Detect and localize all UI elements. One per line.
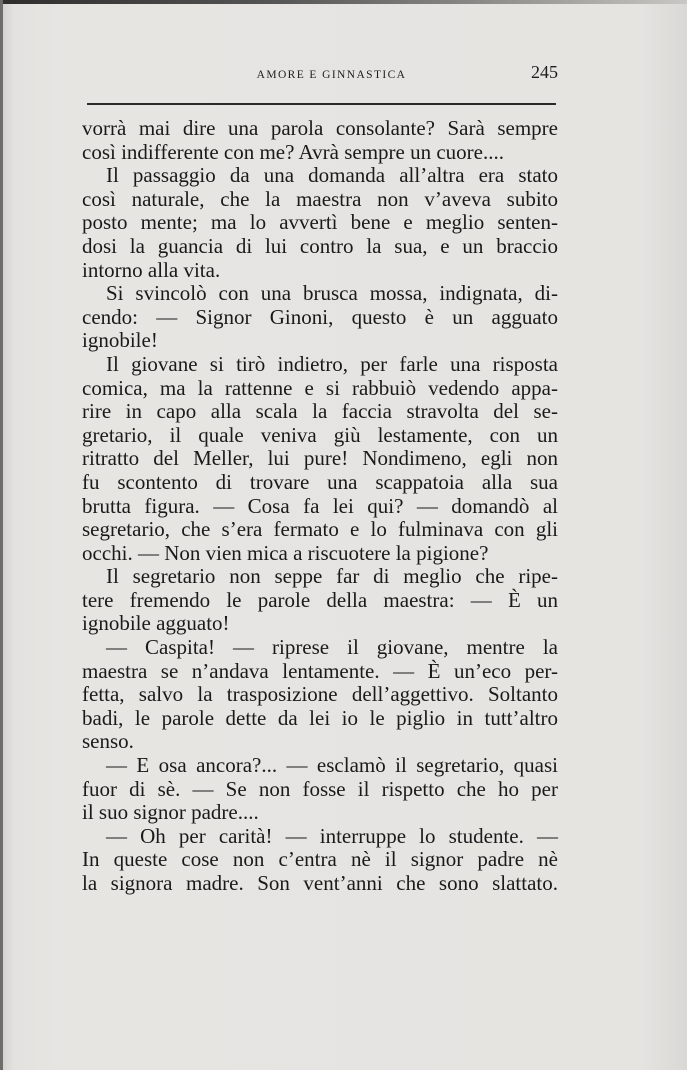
scan-left-edge [0,0,3,1070]
text-line: badi, le parole dette da lei io le piglio in tutt’altro [82,705,558,730]
running-title: AMORE E GINNASTICA [256,69,407,81]
text-line: brutta figura. — Cosa fa lei qui? — domandò al [82,493,558,518]
text-line: Il segretario non seppe far di meglio che ripe- [106,564,558,589]
text-line: — Oh per carità! — interruppe lo studente. — [106,823,558,848]
text-line: cendo: — Signor Ginoni, questo è un agguato [82,304,558,329]
text-line: gretario, il quale veniva giù lestamente, con un [82,422,558,447]
text-line: ignobile agguato! [82,611,230,636]
text-line: vorrà mai dire una parola consolante? Sarà sempre [82,116,558,140]
page-number: 245 [531,62,558,82]
text-line: Si svincolò con una brusca mossa, indignata, di- [106,281,558,306]
text-line: rire in capo alla scala la faccia stravolta del se- [82,399,558,424]
text-line: In queste cose non c’entra nè il signor padre nè [82,847,558,872]
scan-top-edge [0,0,687,4]
text-line: Il passaggio da una domanda all’altra era stato [106,163,558,188]
text-line: maestra se n’andava lentamente. — È un’eco per- [82,658,558,683]
text-line: ritratto del Meller, lui pure! Nondimeno, egli non [82,446,558,471]
text-line: ignobile! [82,328,158,353]
text-line: Il giovane si tirò indietro, per farle una risposta [106,351,558,376]
text-line: — Caspita! — riprese il giovane, mentre la [106,635,558,660]
text-line: comica, ma la rattenne e si rabbuiò vedendo appa- [82,375,558,400]
text-line: tere fremendo le parole della maestra: — È un [82,587,558,612]
text-line: così naturale, che la maestra non v’aveva subito [82,186,558,211]
text-line: posto mente; ma lo avvertì bene e meglio senten- [82,210,558,235]
text-line: — E osa ancora?... — esclamò il segretario, quasi [106,753,558,778]
running-head [85,62,558,86]
text-line: segretario, che s’era fermato e lo fulminava con gli [82,517,558,542]
text-line: intorno alla vita. [82,257,221,282]
text-line: fuor di sè. — Se non fosse il rispetto che ho per [82,776,558,801]
text-line: dosi la guancia di lui contro la sua, e un braccio [82,233,558,258]
text-line: la signora madre. Son vent’anni che sono slattato. [82,871,558,895]
text-line: così indifferente con me? Avrà sempre un cuore.... [82,139,504,164]
body-text [82,117,558,896]
text-line: senso. [82,729,134,754]
text-line: fetta, salvo la trasposizione dell’aggettivo. Soltanto [82,682,558,707]
header-rule [87,103,556,105]
text-line: fu scontento di trovare una scappatoia alla sua [82,469,558,494]
text-line: occhi. — Non vien mica a riscuotere la pigione? [82,540,489,565]
text-line: il suo signor padre.... [82,800,259,825]
